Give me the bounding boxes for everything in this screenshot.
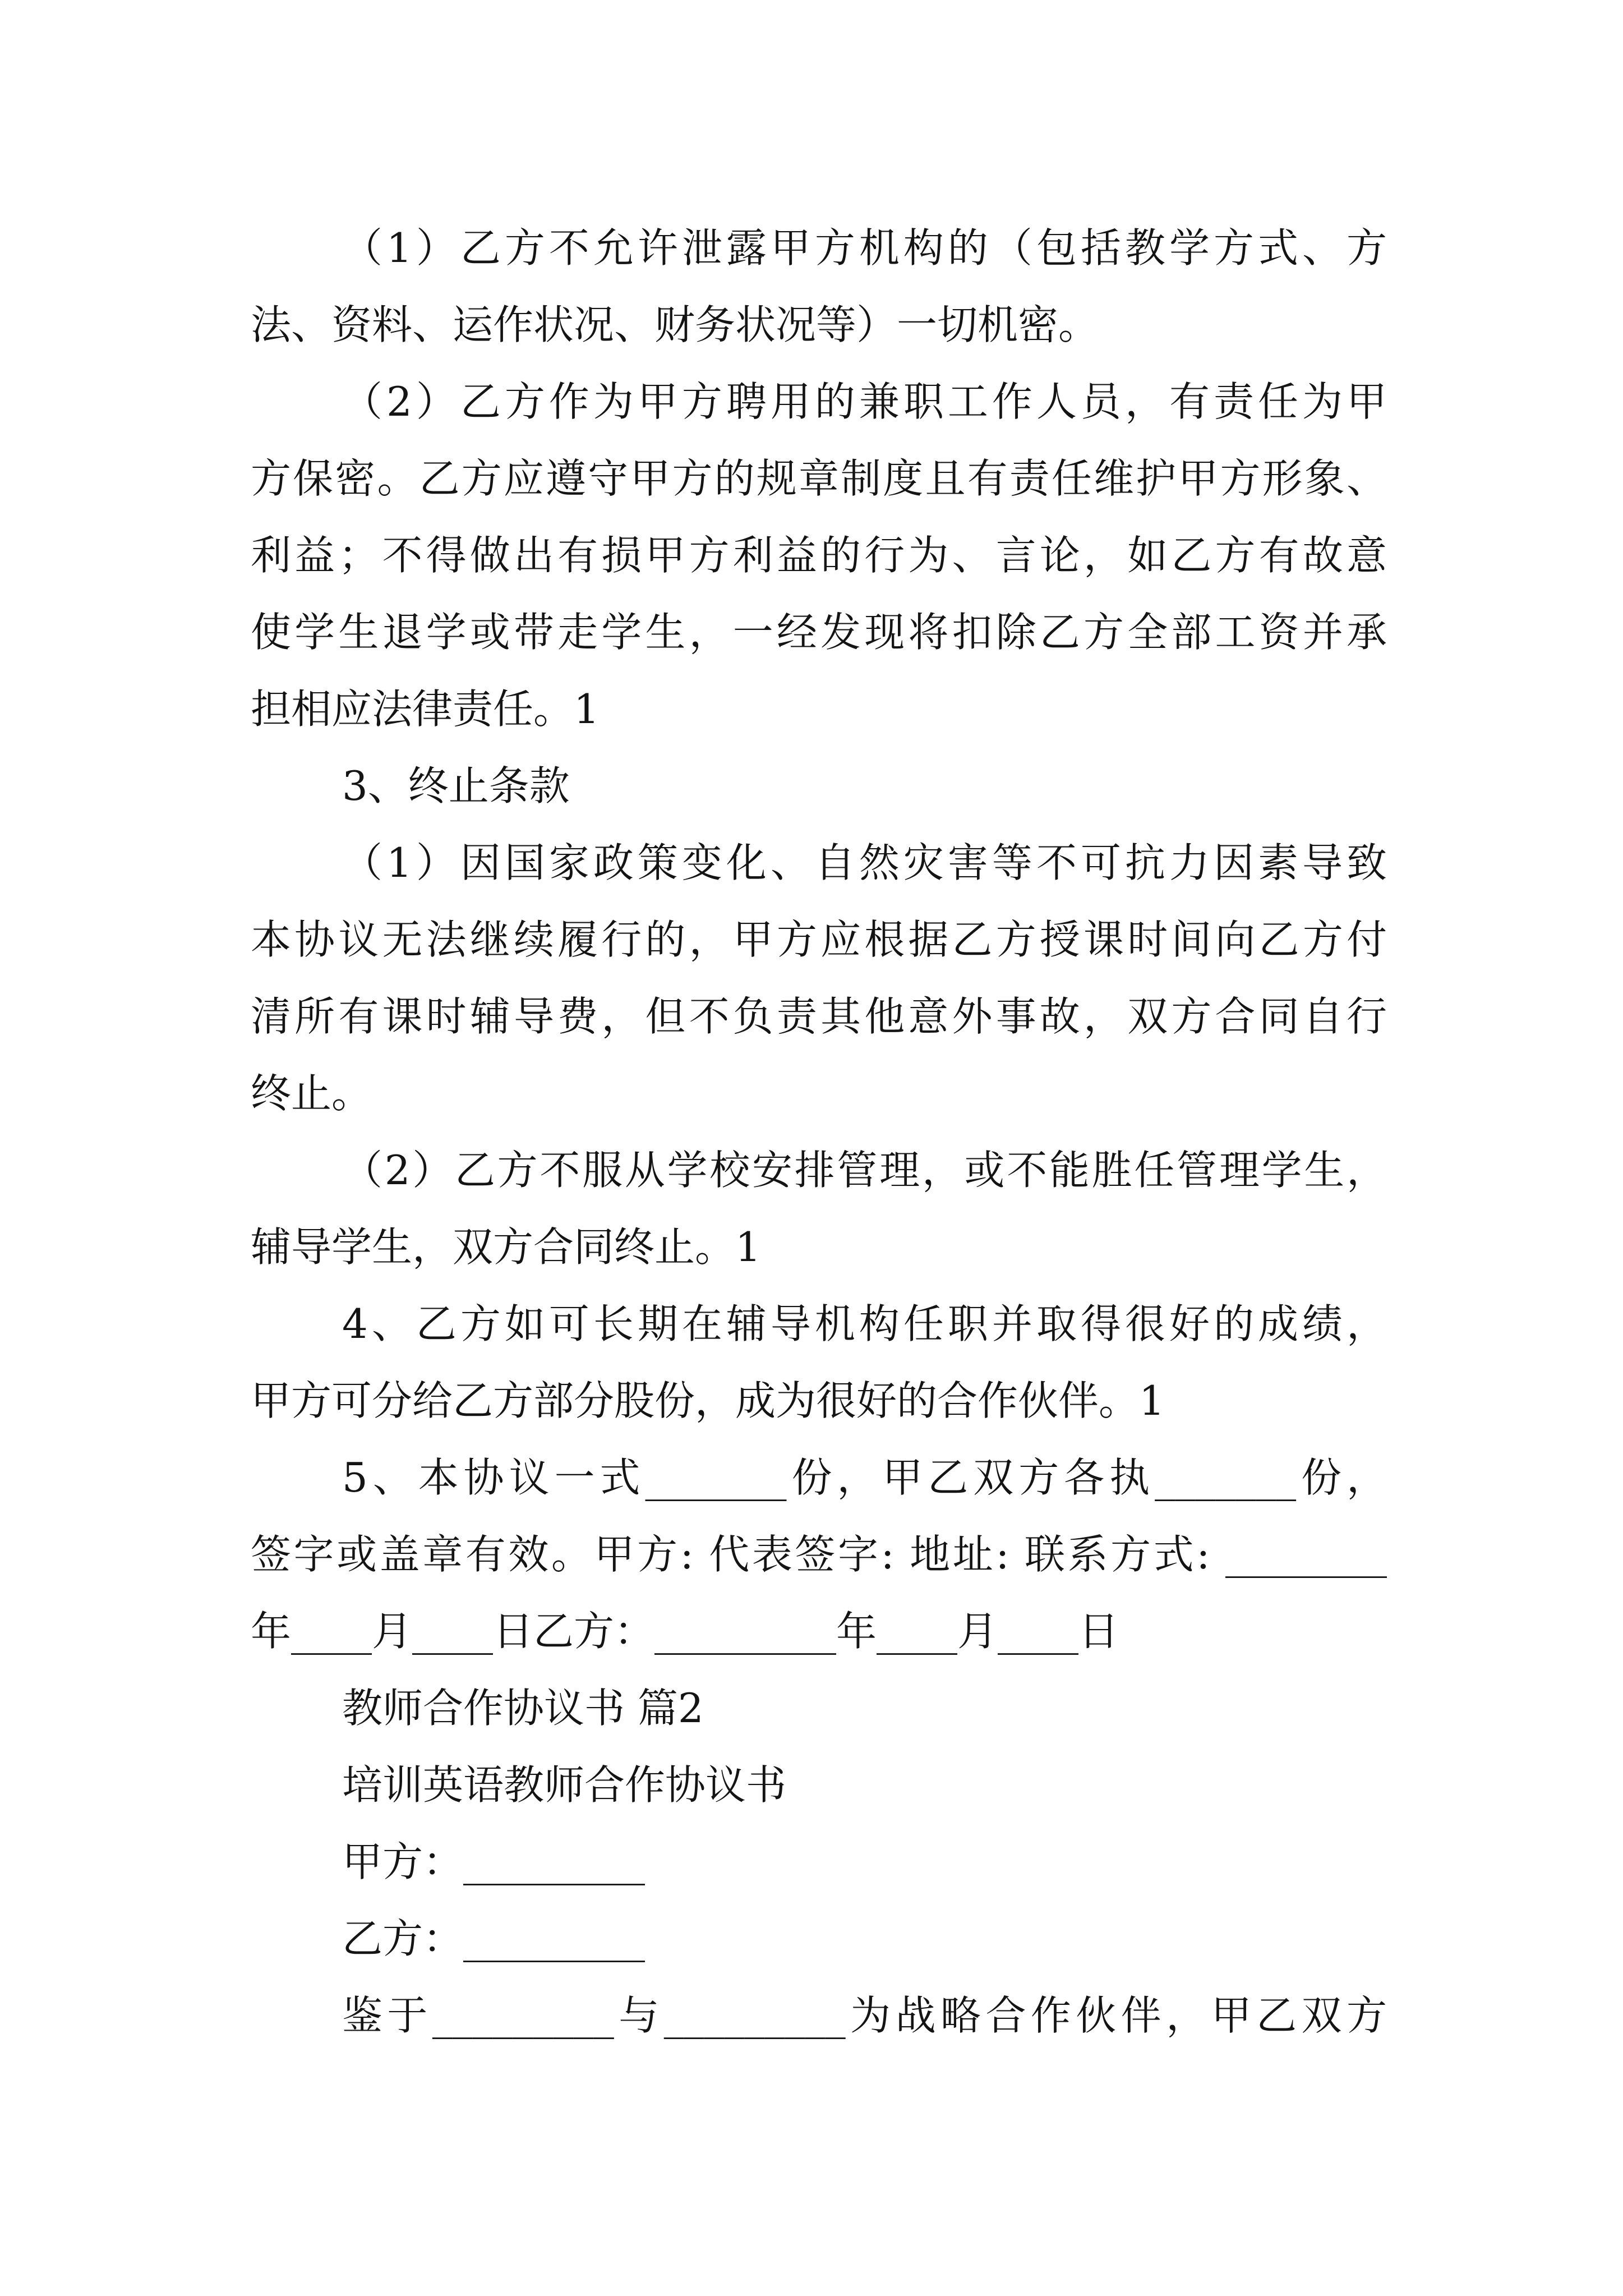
party-a-field: 甲方：_________ — [342, 1838, 645, 1885]
text-line: 年____月____日乙方：_________年____月____日 — [251, 1608, 1119, 1655]
text-line: 终止。 — [251, 1070, 372, 1117]
party-b-field: 乙方：_________ — [342, 1915, 645, 1962]
text-line: 甲方可分给乙方部分股份，成为很好的合作伙伴。1 — [251, 1377, 1165, 1424]
text-line: 法、资料、运作状况、财务状况等）一切机密。 — [251, 301, 1099, 348]
text-line: 担相应法律责任。1 — [251, 685, 600, 733]
text-line: 使学生退学或带走学生，一经发现将扣除乙方全部工资并承 — [251, 609, 1387, 656]
section-heading: 教师合作协议书 篇2 — [342, 1685, 704, 1732]
document-body — [251, 210, 1387, 2054]
text-line: （2）乙方作为甲方聘用的兼职工作人员，有责任为甲 — [342, 378, 1387, 425]
section-heading: 3、终止条款 — [342, 762, 570, 809]
text-line: （2）乙方不服从学校安排管理，或不能胜任管理学生， — [342, 1147, 1387, 1194]
text-line: 5、本协议一式_______份，甲乙双方各执_______份， — [342, 1454, 1387, 1501]
document-title: 培训英语教师合作协议书 — [342, 1761, 787, 1809]
text-line: 辅导学生，双方合同终止。1 — [251, 1223, 761, 1271]
text-line: 利益；不得做出有损甲方利益的行为、言论，如乙方有故意 — [251, 532, 1387, 579]
text-line: 方保密。乙方应遵守甲方的规章制度且有责任维护甲方形象、 — [251, 455, 1387, 502]
text-line: 签字或盖章有效。甲方: 代表签字: 地址: 联系方式: ________ — [251, 1531, 1387, 1578]
text-line: 4、乙方如可长期在辅导机构任职并取得很好的成绩， — [342, 1300, 1387, 1347]
text-line: 本协议无法继续履行的，甲方应根据乙方授课时间向乙方付 — [251, 916, 1387, 963]
text-line: （1）乙方不允许泄露甲方机构的（包括教学方式、方 — [342, 224, 1387, 272]
text-line: 鉴于_________与_________为战略合作伙伴，甲乙双方 — [342, 1992, 1387, 2039]
text-line: 清所有课时辅导费，但不负责其他意外事故，双方合同自行 — [251, 993, 1387, 1040]
text-line: （1）因国家政策变化、自然灾害等不可抗力因素导致 — [342, 839, 1387, 886]
